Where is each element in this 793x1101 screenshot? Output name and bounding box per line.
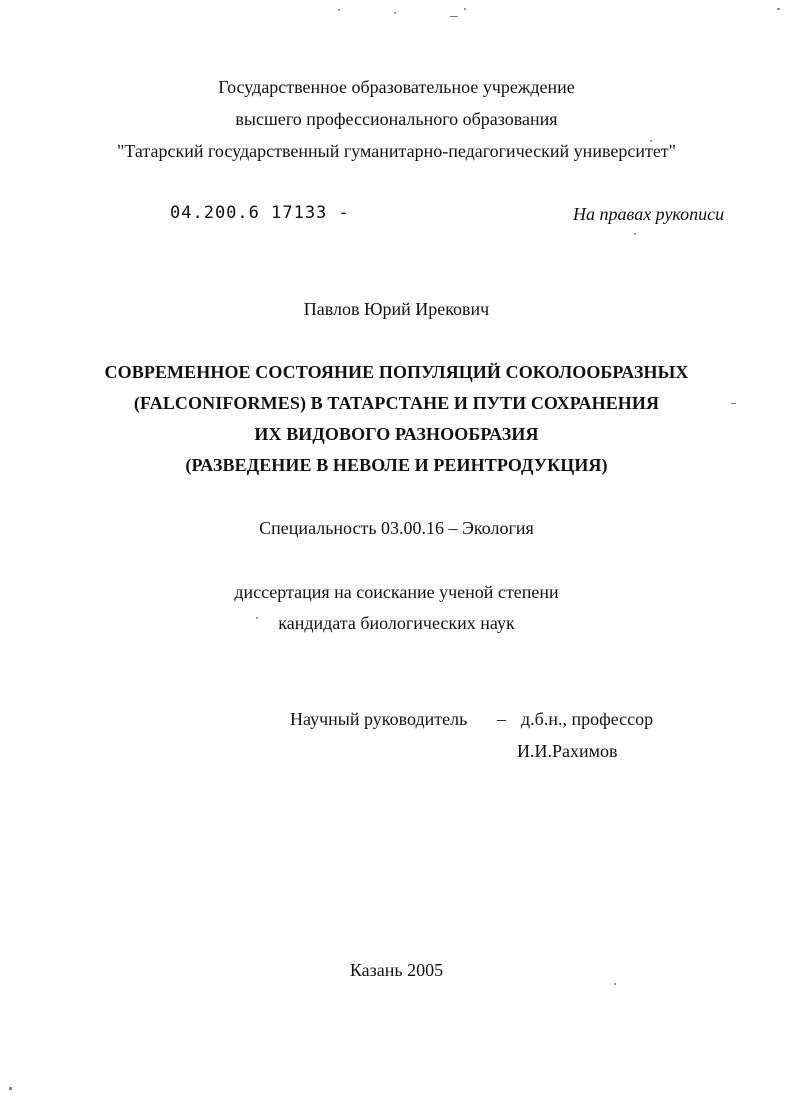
dissertation-title-line: ИХ ВИДОВОГО РАЗНООБРАЗИЯ xyxy=(254,424,539,444)
scan-speck xyxy=(450,16,458,17)
institution-type: Государственное образовательное учреждение xyxy=(218,77,575,97)
place-and-year: Казань 2005 xyxy=(349,960,444,980)
specialty: Специальность 03.00.16 – Экология xyxy=(259,518,534,538)
advisor-degree: д.б.н., профессор xyxy=(521,709,654,729)
degree-name: кандидата биологических наук xyxy=(278,613,515,633)
rights-note: На правах рукописи xyxy=(573,204,725,224)
scan-speck xyxy=(394,12,396,14)
scan-speck xyxy=(777,8,780,10)
scan-speck xyxy=(338,9,340,11)
university-name: "Татарский государственный гуманитарно-педагогический университет" xyxy=(116,141,677,161)
scan-speck xyxy=(9,1087,12,1090)
advisor-dash: – xyxy=(497,709,506,729)
scan-speck xyxy=(464,8,466,10)
scan-speck xyxy=(634,233,636,235)
registration-number: 04.200.6 17133 - xyxy=(170,203,350,223)
dissertation-title-line: (РАЗВЕДЕНИЕ В НЕВОЛЕ И РЕИНТРОДУКЦИЯ) xyxy=(185,455,608,475)
degree-purpose: диссертация на соискание ученой степени xyxy=(234,582,559,602)
advisor-label: Научный руководитель xyxy=(290,709,468,729)
dissertation-title-line: (FALCONIFORMES) В ТАТАРСТАНЕ И ПУТИ СОХРАНЕНИЯ xyxy=(133,393,660,413)
advisor-name: И.И.Рахимов xyxy=(517,741,618,761)
scan-speck xyxy=(614,983,616,985)
author-name: Павлов Юрий Ирекович xyxy=(303,299,490,319)
dissertation-title-line: СОВРЕМЕННОЕ СОСТОЯНИЕ ПОПУЛЯЦИЙ СОКОЛООБРАЗНЫХ xyxy=(104,362,689,382)
institution-level: высшего профессионального образования xyxy=(235,109,558,129)
